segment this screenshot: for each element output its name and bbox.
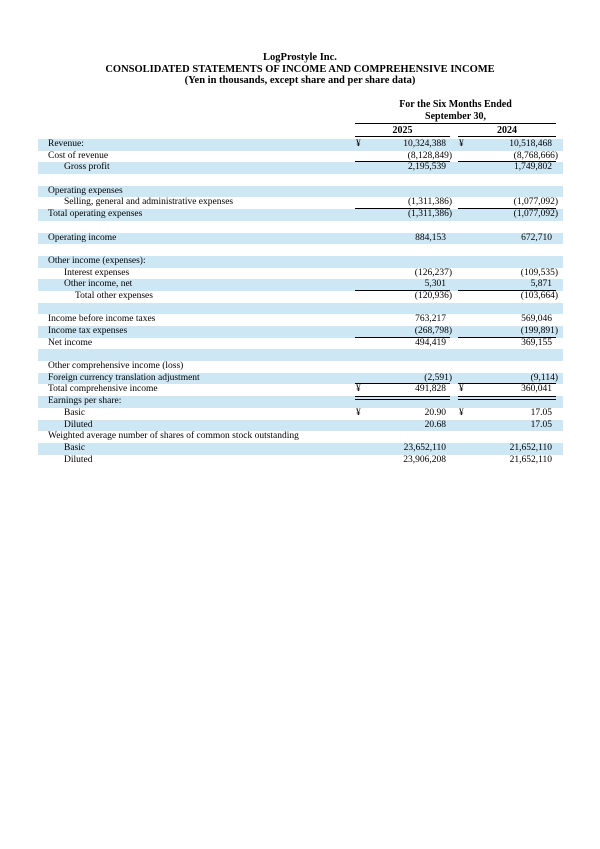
row-label: Net income [48,337,93,348]
table-row [38,139,563,151]
currency-symbol [458,162,459,174]
company-name: LogProstyle Inc. [263,52,337,63]
row-label: Foreign currency translation adjustment [48,372,200,383]
table-row [38,455,563,467]
table-row [38,209,563,221]
currency-symbol [458,209,459,221]
table-row [38,256,563,268]
row-label: Total comprehensive income [48,384,158,395]
column-gap [450,455,458,467]
currency-symbol [355,268,356,280]
value-cell-2025 [355,361,450,373]
table-row [38,233,563,245]
currency-symbol: ¥ [356,407,361,418]
currency-symbol [355,303,356,315]
value-text: 10,518,468 [509,139,552,149]
value-text: (2,591) [424,372,452,383]
value-cell-2025 [355,256,450,268]
row-right-pad [556,349,563,361]
value-cell-2024 [458,384,556,396]
value-cell-2025 [355,314,450,326]
value-cell-2024 [458,420,556,432]
column-gap [450,396,458,408]
value-text: (126,237) [414,267,452,278]
value-cell-2024 [458,349,556,361]
currency-symbol [458,396,459,408]
currency-symbol [355,373,356,385]
value-text: 23,652,110 [403,442,446,453]
currency-symbol [458,291,459,303]
row-label: Revenue: [48,139,84,149]
value-cell-2024 [458,455,556,467]
currency-symbol [458,256,459,268]
currency-symbol [355,338,356,350]
currency-symbol [355,162,356,174]
column-gap [450,384,458,396]
row-right-pad [556,314,563,326]
row-right-pad [556,174,563,186]
value-cell-2025 [355,174,450,186]
currency-symbol [458,361,459,373]
currency-symbol [355,291,356,303]
table-row [38,197,563,209]
row-label: Diluted [64,454,93,465]
value-text: 21,652,110 [509,454,552,465]
value-text: 360,041 [521,384,552,395]
value-cell-2025 [355,384,450,396]
value-cell-2025 [355,291,450,303]
value-text: (199,891) [520,326,558,336]
currency-symbol [355,396,356,408]
value-cell-2025 [355,233,450,245]
column-gap [450,420,458,432]
income-statement-table [38,99,563,466]
currency-symbol [458,349,459,361]
value-text: 23,906,208 [403,454,446,465]
value-cell-2025 [355,455,450,467]
value-cell-2025 [355,162,450,174]
currency-symbol [355,233,356,245]
column-gap [450,125,458,137]
currency-symbol [355,279,356,291]
row-right-pad [556,244,563,256]
value-text: (1,311,386) [408,209,452,220]
table-row [38,361,563,373]
currency-symbol [458,303,459,315]
value-cell-2024 [458,431,556,443]
value-text [446,349,450,361]
value-cell-2024 [458,268,556,280]
column-gap [450,431,458,443]
value-cell-2024 [458,361,556,373]
value-cell-2025 [355,197,450,209]
row-label [38,174,355,186]
value-cell-2024 [458,373,556,385]
currency-symbol [458,233,459,245]
row-label: Diluted [64,419,93,430]
column-gap [450,303,458,315]
column-gap [450,443,458,455]
currency-symbol [458,197,459,209]
value-cell-2025 [355,221,450,233]
column-gap [450,174,458,186]
period-header-line2: September 30, [425,110,486,122]
value-cell-2025 [355,396,450,408]
currency-symbol [458,174,459,186]
currency-symbol [355,174,356,186]
row-label [38,303,355,315]
currency-symbol [458,314,459,326]
currency-symbol [355,443,356,455]
value-text: 369,155 [521,337,552,348]
value-cell-2024 [458,139,556,151]
row-label [38,244,355,256]
column-gap [450,279,458,291]
row-label: Operating expenses [48,185,123,196]
row-label: Earnings per share: [48,396,122,407]
currency-symbol: ¥ [459,139,464,149]
row-right-pad [556,443,563,455]
value-text: (1,077,092) [513,209,558,220]
value-text: (1,311,386) [408,197,452,208]
column-gap [450,314,458,326]
value-cell-2025 [355,209,450,221]
value-text [552,396,556,408]
table-row [38,186,563,198]
table-row [38,279,563,291]
row-label: Other income (expenses): [48,255,146,266]
currency-symbol [355,349,356,361]
table-row [38,373,563,385]
value-cell-2024 [458,443,556,455]
value-cell-2025 [355,151,450,163]
currency-symbol [355,314,356,326]
table-row [38,151,563,163]
value-cell-2024 [458,396,556,408]
value-text [446,303,450,315]
table-row [38,291,563,303]
value-text [446,361,450,373]
spacer-row [38,174,563,186]
value-text: 5,301 [424,279,446,290]
column-gap [450,361,458,373]
column-header-2025: 2025 [355,125,450,137]
value-cell-2025 [355,139,450,151]
row-right-pad [556,303,563,315]
value-text: 494,419 [415,337,446,348]
value-text: 569,046 [521,314,552,325]
value-text: 2,195,539 [408,162,446,173]
value-text [552,186,556,198]
value-cell-2024 [458,221,556,233]
value-text: 17.05 [530,407,552,418]
currency-symbol [458,326,459,338]
value-cell-2024 [458,256,556,268]
value-text: (8,768,666) [513,150,558,161]
column-headers [38,125,563,137]
value-text [446,186,450,198]
currency-symbol [355,326,356,338]
table-row [38,384,563,396]
table-row [38,408,563,420]
value-text [552,303,556,315]
value-text: 17.05 [530,419,552,430]
row-label: Basic [64,407,86,418]
spacer-row [38,221,563,233]
period-header [355,99,556,124]
currency-symbol [355,209,356,221]
column-gap [450,256,458,268]
currency-symbol [355,455,356,467]
currency-symbol: ¥ [459,407,464,418]
value-cell-2025 [355,349,450,361]
value-text [446,174,450,186]
value-cell-2025 [355,443,450,455]
row-right-pad [556,384,563,396]
statement-note: (Yen in thousands, except share and per share data) [184,75,416,87]
value-cell-2024 [458,186,556,198]
column-gap [450,349,458,361]
statement-title: CONSOLIDATED STATEMENTS OF INCOME AND COMPREHENSIVE INCOME [105,63,495,75]
row-label: Income before income taxes [48,314,156,325]
table-row [38,420,563,432]
value-text [552,221,556,233]
currency-symbol [458,338,459,350]
currency-symbol [355,197,356,209]
value-cell-2025 [355,268,450,280]
value-text: 10,324,388 [403,139,446,149]
value-cell-2024 [458,314,556,326]
currency-symbol [458,455,459,467]
value-text: (268,798) [414,326,452,336]
value-text [552,174,556,186]
currency-symbol [355,256,356,268]
column-gap [450,338,458,350]
value-cell-2025 [355,408,450,420]
currency-symbol [458,244,459,256]
spacer-row [38,303,563,315]
value-text: 884,153 [415,232,446,243]
table-row [38,443,563,455]
value-text: (9,114) [530,372,558,383]
title-block [0,52,600,87]
value-text [552,361,556,373]
value-text [446,221,450,233]
value-cell-2025 [355,244,450,256]
row-label: Selling, general and administrative expenses [64,197,234,208]
row-label [38,349,355,361]
currency-symbol [355,221,356,233]
value-text: 5,871 [530,279,552,290]
currency-symbol [355,431,356,443]
currency-symbol [458,420,459,432]
table-row [38,396,563,408]
value-cell-2025 [355,420,450,432]
row-label: Operating income [48,232,117,243]
value-text [552,349,556,361]
value-text [552,431,556,443]
value-text: (109,535) [520,267,558,278]
value-text: (8,128,849) [407,150,452,161]
value-cell-2025 [355,279,450,291]
table-row [38,431,563,443]
value-text: 20.68 [424,419,446,430]
value-cell-2024 [458,162,556,174]
row-right-pad [556,396,563,408]
row-label: Basic [64,442,86,453]
value-cell-2024 [458,338,556,350]
row-label: Cost of revenue [48,150,109,161]
value-cell-2025 [355,338,450,350]
currency-symbol [458,431,459,443]
row-right-pad [556,338,563,350]
row-label: Total operating expenses [48,209,143,220]
currency-symbol [355,244,356,256]
column-gap [450,186,458,198]
row-right-pad [556,279,563,291]
value-text [552,244,556,256]
table-row [38,338,563,350]
column-gap [450,408,458,420]
currency-symbol [458,443,459,455]
column-gap [450,221,458,233]
value-text: 1,749,802 [514,162,552,173]
row-right-pad [556,233,563,245]
value-cell-2025 [355,431,450,443]
row-right-pad [556,221,563,233]
value-cell-2024 [458,291,556,303]
value-text [446,431,450,443]
currency-symbol [355,361,356,373]
value-text: (103,664) [520,290,558,301]
value-cell-2024 [458,279,556,291]
value-cell-2024 [458,233,556,245]
currency-symbol [355,186,356,198]
row-right-pad [556,420,563,432]
row-right-pad [556,139,563,151]
value-text: (120,936) [414,290,452,301]
row-label: Weighted average number of shares of common stock outstanding [48,431,299,442]
row-right-pad [556,186,563,198]
value-text: (1,077,092) [513,197,558,208]
currency-symbol [355,151,356,163]
currency-symbol [458,373,459,385]
column-gap [450,139,458,151]
row-label: Total other expenses [75,290,153,301]
column-gap [450,244,458,256]
column-gap [450,162,458,174]
value-text [552,256,556,268]
table-rows [38,139,563,466]
spacer-row [38,244,563,256]
value-cell-2024 [458,303,556,315]
row-label: Other income, net [64,279,133,290]
value-text: 21,652,110 [509,442,552,453]
currency-symbol [458,221,459,233]
currency-symbol: ¥ [459,384,464,395]
value-cell-2025 [355,303,450,315]
value-text [446,244,450,256]
currency-symbol [458,268,459,280]
value-cell-2024 [458,244,556,256]
currency-symbol [458,186,459,198]
value-text [446,396,450,408]
value-text: 491,828 [415,384,446,395]
value-text [446,256,450,268]
table-row [38,268,563,280]
value-text: 672,710 [521,232,552,243]
value-cell-2025 [355,373,450,385]
spacer-row [38,349,563,361]
value-cell-2024 [458,209,556,221]
row-right-pad [556,455,563,467]
value-text: 763,217 [415,314,446,325]
row-right-pad [556,431,563,443]
table-row [38,314,563,326]
value-cell-2025 [355,186,450,198]
period-header-line1: For the Six Months Ended [399,99,512,110]
value-cell-2024 [458,151,556,163]
value-cell-2025 [355,326,450,338]
currency-symbol: ¥ [356,139,361,149]
value-cell-2024 [458,197,556,209]
row-label [38,221,355,233]
column-headers-spacer [38,125,355,137]
row-label: Gross profit [64,162,110,173]
currency-symbol [355,420,356,432]
row-label: Other comprehensive income (loss) [48,361,184,372]
currency-symbol: ¥ [356,384,361,395]
value-cell-2024 [458,408,556,420]
value-cell-2024 [458,326,556,338]
value-text: 20.90 [424,407,446,418]
row-label: Interest expenses [64,267,130,278]
value-cell-2024 [458,174,556,186]
table-row [38,162,563,174]
column-gap [450,233,458,245]
row-right-pad [556,361,563,373]
column-header-2024: 2024 [458,125,556,137]
row-right-pad [556,256,563,268]
row-right-pad [556,408,563,420]
row-right-pad [556,162,563,174]
currency-symbol [458,279,459,291]
table-row [38,326,563,338]
currency-symbol [458,151,459,163]
row-label: Income tax expenses [48,326,128,336]
